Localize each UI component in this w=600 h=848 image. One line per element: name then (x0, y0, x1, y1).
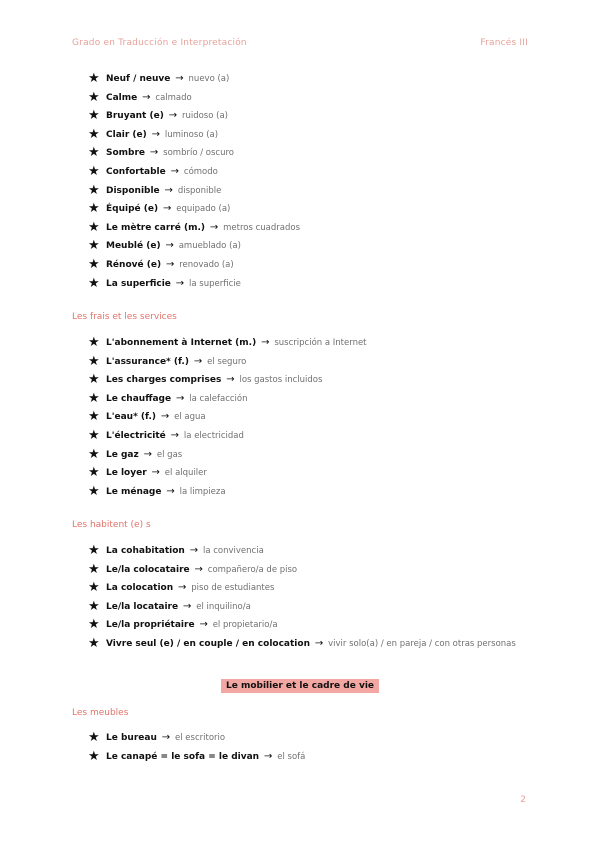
arrow-right-icon: → (142, 91, 151, 103)
vocab-term: La colocation (106, 583, 174, 594)
arrow-right-icon: → (175, 392, 185, 404)
section-title-meubles: Les meubles (72, 708, 129, 718)
arrow-right-icon: → (170, 165, 180, 177)
arrow-right-icon: → (165, 240, 174, 252)
star-bullet-icon: ★ (88, 598, 100, 614)
vocab-translation: el seguro (207, 356, 247, 367)
vocab-term: Le/la colocataire (106, 564, 190, 575)
vocab-term: Confortable (106, 166, 166, 177)
arrow-right-icon: → (151, 128, 161, 140)
list-item (88, 446, 367, 465)
vocab-translation: la limpieza (179, 486, 226, 497)
vocab-term: Bruyant (e) (106, 111, 164, 122)
vocab-term: Disponible (106, 185, 160, 196)
arrow-right-icon: → (160, 411, 170, 423)
vocab-term: Calme (106, 92, 138, 103)
arrow-right-icon: → (194, 563, 203, 575)
arrow-right-icon: → (263, 750, 273, 762)
list-item (88, 334, 367, 353)
list-item (88, 729, 305, 748)
arrow-right-icon: → (199, 619, 208, 631)
list-item (88, 144, 300, 163)
vocab-translation: metros cuadrados (223, 222, 300, 233)
star-bullet-icon: ★ (88, 353, 100, 369)
vocab-term: Clair (e) (106, 129, 147, 140)
star-bullet-icon: ★ (88, 465, 100, 481)
vocab-term: Le ménage (106, 486, 162, 497)
list-item (88, 200, 300, 219)
arrow-right-icon: → (165, 258, 175, 270)
vocab-translation: el alquiler (164, 468, 207, 479)
list-item (88, 464, 367, 483)
vocab-term: Le/la locataire (106, 601, 179, 612)
vocab-translation: amueblado (a) (178, 241, 241, 252)
highlight-heading (0, 673, 600, 693)
vocab-translation: la electricidad (183, 430, 244, 441)
list-item (88, 542, 516, 561)
star-bullet-icon: ★ (88, 126, 100, 142)
vocab-term: Neuf / neuve (106, 74, 171, 84)
star-bullet-icon: ★ (88, 543, 100, 558)
vocab-translation: piso de estudiantes (191, 583, 275, 594)
vocab-translation: disponible (177, 185, 222, 196)
vocab-term: Le mètre carré (m.) (106, 222, 205, 233)
vocab-term: Meublé (e) (106, 241, 161, 252)
vocab-term: Le/la propriétaire (106, 620, 195, 631)
list-item (88, 390, 367, 409)
vocab-list-frais (88, 334, 367, 501)
star-bullet-icon: ★ (88, 390, 100, 406)
list-item (88, 748, 305, 767)
list-item (88, 561, 516, 580)
list-item (88, 427, 367, 446)
star-bullet-icon: ★ (88, 163, 100, 179)
vocab-list-adjectives (88, 70, 300, 293)
vocab-translation: la calefacción (189, 393, 248, 404)
course-title: Grado en Traducción e Interpretación (72, 38, 247, 48)
highlight-heading-text: Le mobilier et le cadre de vie (221, 679, 379, 693)
vocab-term: Le chauffage (106, 393, 172, 404)
list-item (88, 163, 300, 182)
vocab-term: Vivre seul (e) / en couple / en colocation (106, 638, 310, 649)
star-bullet-icon: ★ (88, 635, 100, 651)
star-bullet-icon: ★ (88, 561, 100, 577)
page-header (72, 38, 528, 52)
list-item (88, 70, 300, 89)
arrow-right-icon: → (143, 448, 152, 460)
arrow-right-icon: → (168, 110, 178, 122)
star-bullet-icon: ★ (88, 256, 100, 272)
arrow-right-icon: → (178, 582, 187, 594)
vocab-translation: vivir solo(a) / en pareja / con otras personas (328, 638, 516, 649)
vocab-term: Équipé (e) (106, 204, 159, 215)
star-bullet-icon: ★ (88, 219, 100, 235)
star-bullet-icon: ★ (88, 71, 100, 86)
vocab-term: L'électricité (106, 430, 166, 441)
arrow-right-icon: → (149, 147, 159, 159)
list-item (88, 483, 367, 502)
star-bullet-icon: ★ (88, 335, 100, 350)
vocab-translation: los gastos incluidos (239, 375, 323, 386)
list-item (88, 182, 300, 201)
section-title-habitants: Les habitent (e) s (72, 520, 151, 530)
arrow-right-icon: → (161, 732, 171, 743)
star-bullet-icon: ★ (88, 182, 100, 198)
arrow-right-icon: → (189, 545, 199, 556)
star-bullet-icon: ★ (88, 89, 100, 105)
list-item (88, 219, 300, 238)
list-item (88, 237, 300, 256)
arrow-right-icon: → (162, 203, 172, 215)
vocab-translation: sombrío / oscuro (163, 148, 234, 159)
arrow-right-icon: → (314, 637, 324, 649)
vocab-term: L'eau* (f.) (106, 412, 156, 423)
vocab-translation: calmado (155, 92, 192, 103)
vocab-term: L'assurance* (f.) (106, 356, 189, 367)
list-item (88, 353, 367, 372)
list-item (88, 408, 367, 427)
list-item (88, 635, 516, 654)
vocab-translation: el propietario/a (212, 620, 278, 631)
vocab-term: Le bureau (106, 733, 157, 743)
list-item (88, 579, 516, 598)
list-item (88, 126, 300, 145)
arrow-right-icon: → (170, 429, 180, 441)
vocab-term: Sombre (106, 148, 146, 159)
arrow-right-icon: → (209, 221, 219, 233)
section-title-frais: Les frais et les services (72, 312, 177, 322)
arrow-right-icon: → (175, 73, 184, 84)
list-item (88, 275, 300, 294)
vocab-translation: la convivencia (202, 546, 264, 556)
arrow-right-icon: → (182, 600, 192, 612)
star-bullet-icon: ★ (88, 580, 100, 596)
vocab-translation: el escritorio (175, 733, 226, 743)
star-bullet-icon: ★ (88, 108, 100, 124)
star-bullet-icon: ★ (88, 145, 100, 161)
vocab-translation: cómodo (183, 166, 218, 177)
vocab-term: Le gaz (106, 449, 139, 460)
vocab-translation: la superficie (189, 278, 241, 289)
vocab-translation: el inquilino/a (196, 601, 251, 612)
vocab-translation: renovado (a) (179, 259, 234, 270)
list-item (88, 89, 300, 108)
vocab-term: La superficie (106, 278, 171, 289)
arrow-right-icon: → (175, 277, 185, 289)
list-item (88, 598, 516, 617)
vocab-term: Rénové (e) (106, 259, 162, 270)
vocab-term: Le canapé = le sofa = le divan (106, 751, 260, 762)
vocab-translation: compañero/a de piso (207, 564, 298, 575)
vocab-list-habitants (88, 542, 516, 654)
star-bullet-icon: ★ (88, 238, 100, 254)
arrow-right-icon: → (164, 184, 173, 196)
star-bullet-icon: ★ (88, 748, 100, 764)
star-bullet-icon: ★ (88, 427, 100, 443)
vocab-term: Le loyer (106, 468, 147, 479)
star-bullet-icon: ★ (88, 617, 100, 633)
vocab-translation: el sofá (277, 751, 306, 762)
arrow-right-icon: → (166, 485, 175, 497)
star-bullet-icon: ★ (88, 483, 100, 499)
vocab-translation: nuevo (a) (188, 74, 230, 84)
vocab-translation: el agua (174, 412, 206, 423)
arrow-right-icon: → (151, 467, 160, 479)
arrow-right-icon: → (226, 374, 235, 386)
arrow-right-icon: → (261, 337, 270, 348)
list-item (88, 107, 300, 126)
vocab-term: La cohabitation (106, 546, 185, 556)
vocab-translation: el gas (156, 449, 183, 460)
vocab-translation: luminoso (a) (164, 129, 219, 140)
vocab-translation: suscripción a Internet (274, 338, 367, 348)
star-bullet-icon: ★ (88, 372, 100, 388)
vocab-list-meubles (88, 729, 305, 766)
list-item (88, 616, 516, 635)
subject-title: Francés III (480, 38, 528, 48)
vocab-translation: ruidoso (a) (181, 111, 228, 122)
vocab-translation: equipado (a) (176, 204, 231, 215)
page-number: 2 (520, 795, 526, 805)
star-bullet-icon: ★ (88, 201, 100, 217)
list-item (88, 256, 300, 275)
star-bullet-icon: ★ (88, 446, 100, 462)
vocab-term: L'abonnement à Internet (m.) (106, 338, 257, 348)
list-item (88, 371, 367, 390)
arrow-right-icon: → (193, 355, 203, 367)
star-bullet-icon: ★ (88, 730, 100, 745)
star-bullet-icon: ★ (88, 275, 100, 291)
vocab-term: Les charges comprises (106, 375, 222, 386)
star-bullet-icon: ★ (88, 409, 100, 425)
